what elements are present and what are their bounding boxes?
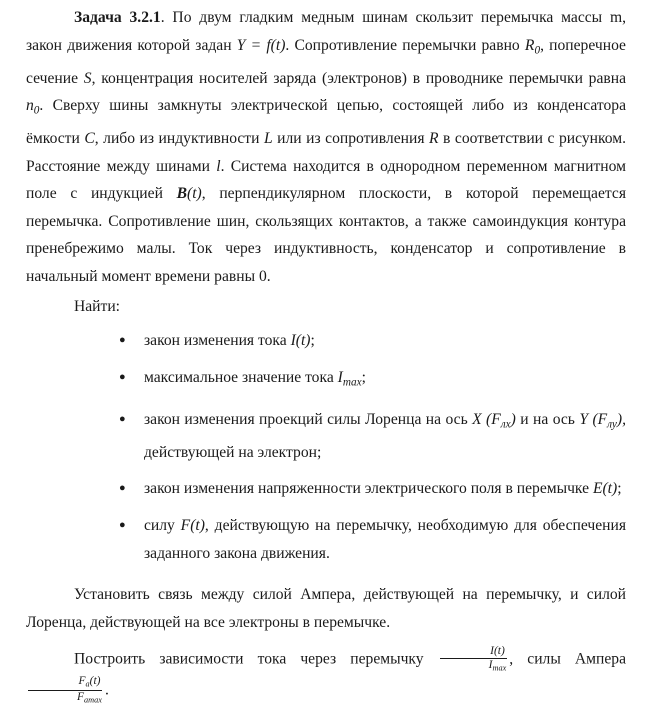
list-item: ● закон изменения тока I(t); bbox=[26, 327, 626, 355]
motion-law: Y = f(t) bbox=[236, 36, 286, 54]
list-item: ● закон изменения проекций силы Лоренца на ось X $(F_{лх})$ и на ось Y $(F_{лу})$, действующей на электрон; bbox=[26, 406, 626, 467]
bullet-icon: ● bbox=[119, 482, 126, 495]
ampere-fraction: $\frac{F_a(t)}{F_{amax}}$ bbox=[27, 675, 104, 707]
bullet-icon: ● bbox=[119, 518, 126, 531]
find-label: Найти: bbox=[74, 297, 121, 315]
list-item: ● максимальное значение тока $I_{max}$; bbox=[26, 364, 626, 397]
list-item: ● закон изменения напряженности электрического поля в перемычке E(t); bbox=[26, 475, 626, 503]
field-vector: B bbox=[176, 185, 188, 203]
list-item: ● силу F(t), действующую на перемычку, необходимую для обеспечения заданного закона движения. bbox=[26, 512, 626, 567]
relation-paragraph: Установить связь между силой Ампера, действующей на перемычку, и силой Лоренца, действующей на все электроны в перемычке. bbox=[26, 586, 626, 631]
bullet-icon: ● bbox=[119, 334, 126, 347]
bullet-icon: ● bbox=[119, 412, 126, 425]
bullet-icon: ● bbox=[119, 370, 126, 383]
find-list bbox=[26, 327, 626, 567]
document-page bbox=[26, 4, 626, 707]
task-heading: Задача 3.2.1 bbox=[74, 9, 161, 26]
current-fraction: $\frac{I(t)}{I_{max}}$ bbox=[439, 645, 509, 674]
task-paragraph: Задача 3.2.1. По двум гладким медным шинам скользит перемычка массы m, закон движения которой задан Y = f(t). Сопротивление перемычки равно $R_0$, поперечное сечение S, концентрация носителей заряда (электронов) в проводнике перемычки равна $n_0$. Сверху шины замкнуты электрической цепью, состоящей либо из конденсатора ёмкости C, либо из индуктивности L или из сопротивления R в соответствии с рисунком. Расстояние между шинами l. Система находится в однородном переменном магнитном поле с индукцией B(t), перпендикулярном плоскости, в которой перемещается перемычка. Сопротивление шин, скользящих контактов, а также самоиндукция контура пренебрежимо малы. Ток через индуктивность, конденсатор и сопротивление в начальный момент времени равны 0. bbox=[26, 9, 627, 286]
plot-paragraph: Построить зависимости тока через перемычку $\frac{I(t)}{I_{max}}$ , силы Ампера $\frac{F_a(t)}{F_{amax}}$ . bbox=[26, 645, 626, 706]
